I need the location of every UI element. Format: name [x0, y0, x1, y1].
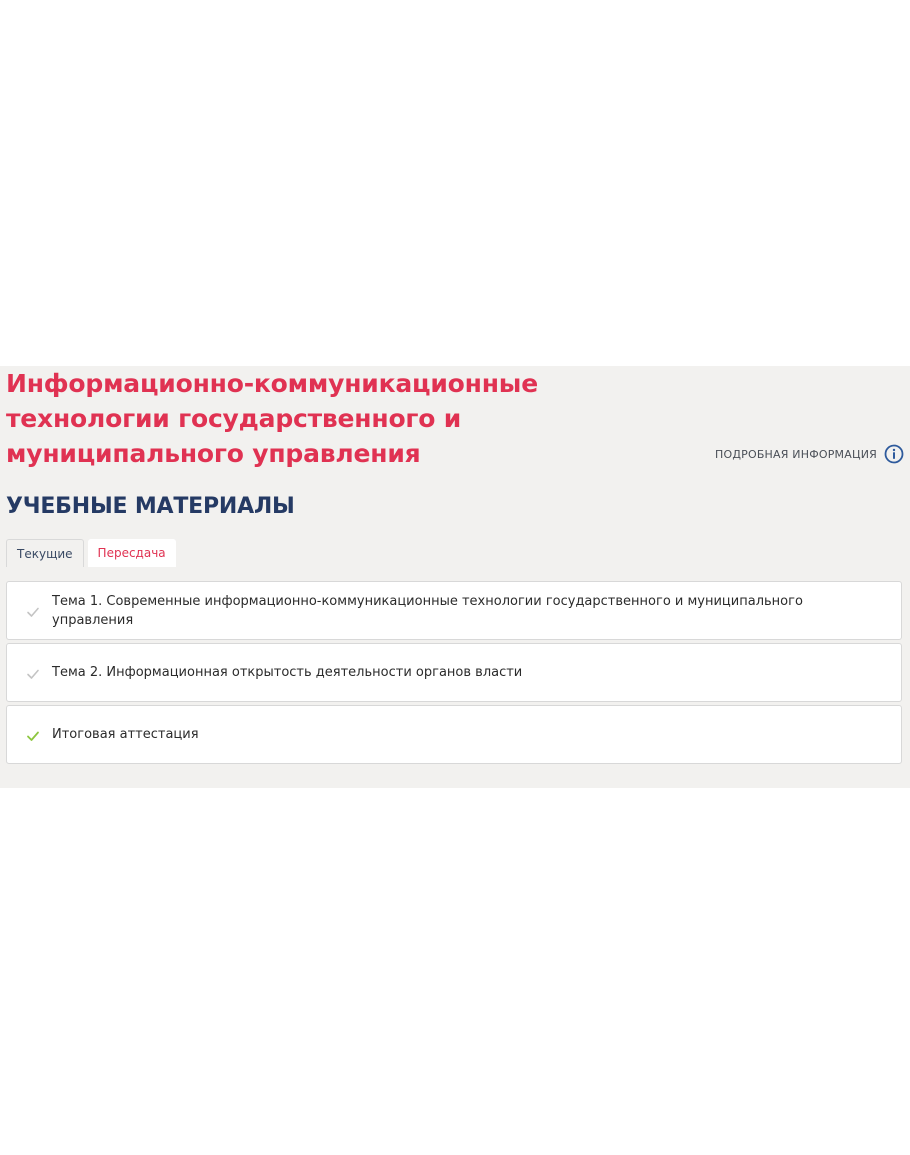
- course-title: Информационно-коммуникационные технологии государственного и муниципального управления: [6, 369, 538, 468]
- list-item-final-assessment[interactable]: [6, 705, 902, 764]
- more-info-link[interactable]: [715, 444, 904, 464]
- check-icon: [26, 728, 40, 742]
- tab-current[interactable]: Текущие: [6, 539, 84, 567]
- more-info-label: ПОДРОБНАЯ ИНФОРМАЦИЯ: [715, 447, 877, 461]
- materials-list: [6, 581, 902, 767]
- tab-retake[interactable]: Пересдача: [88, 539, 176, 567]
- list-item-label: Итоговая аттестация: [52, 727, 199, 742]
- list-item-label: Тема 2. Информационная открытость деятельности органов власти: [52, 665, 523, 680]
- info-icon[interactable]: [884, 444, 904, 464]
- check-icon: [26, 666, 40, 680]
- materials-tabs: [6, 539, 176, 567]
- list-item-label: Тема 1. Современные информационно-коммуникационные технологии государственного и муниципального управления: [52, 593, 803, 628]
- course-panel: [0, 366, 910, 788]
- list-item-topic-1[interactable]: [6, 581, 902, 640]
- materials-heading: УЧЕБНЫЕ МАТЕРИАЛЫ: [6, 494, 295, 519]
- check-icon: [26, 604, 40, 618]
- list-item-topic-2[interactable]: [6, 643, 902, 702]
